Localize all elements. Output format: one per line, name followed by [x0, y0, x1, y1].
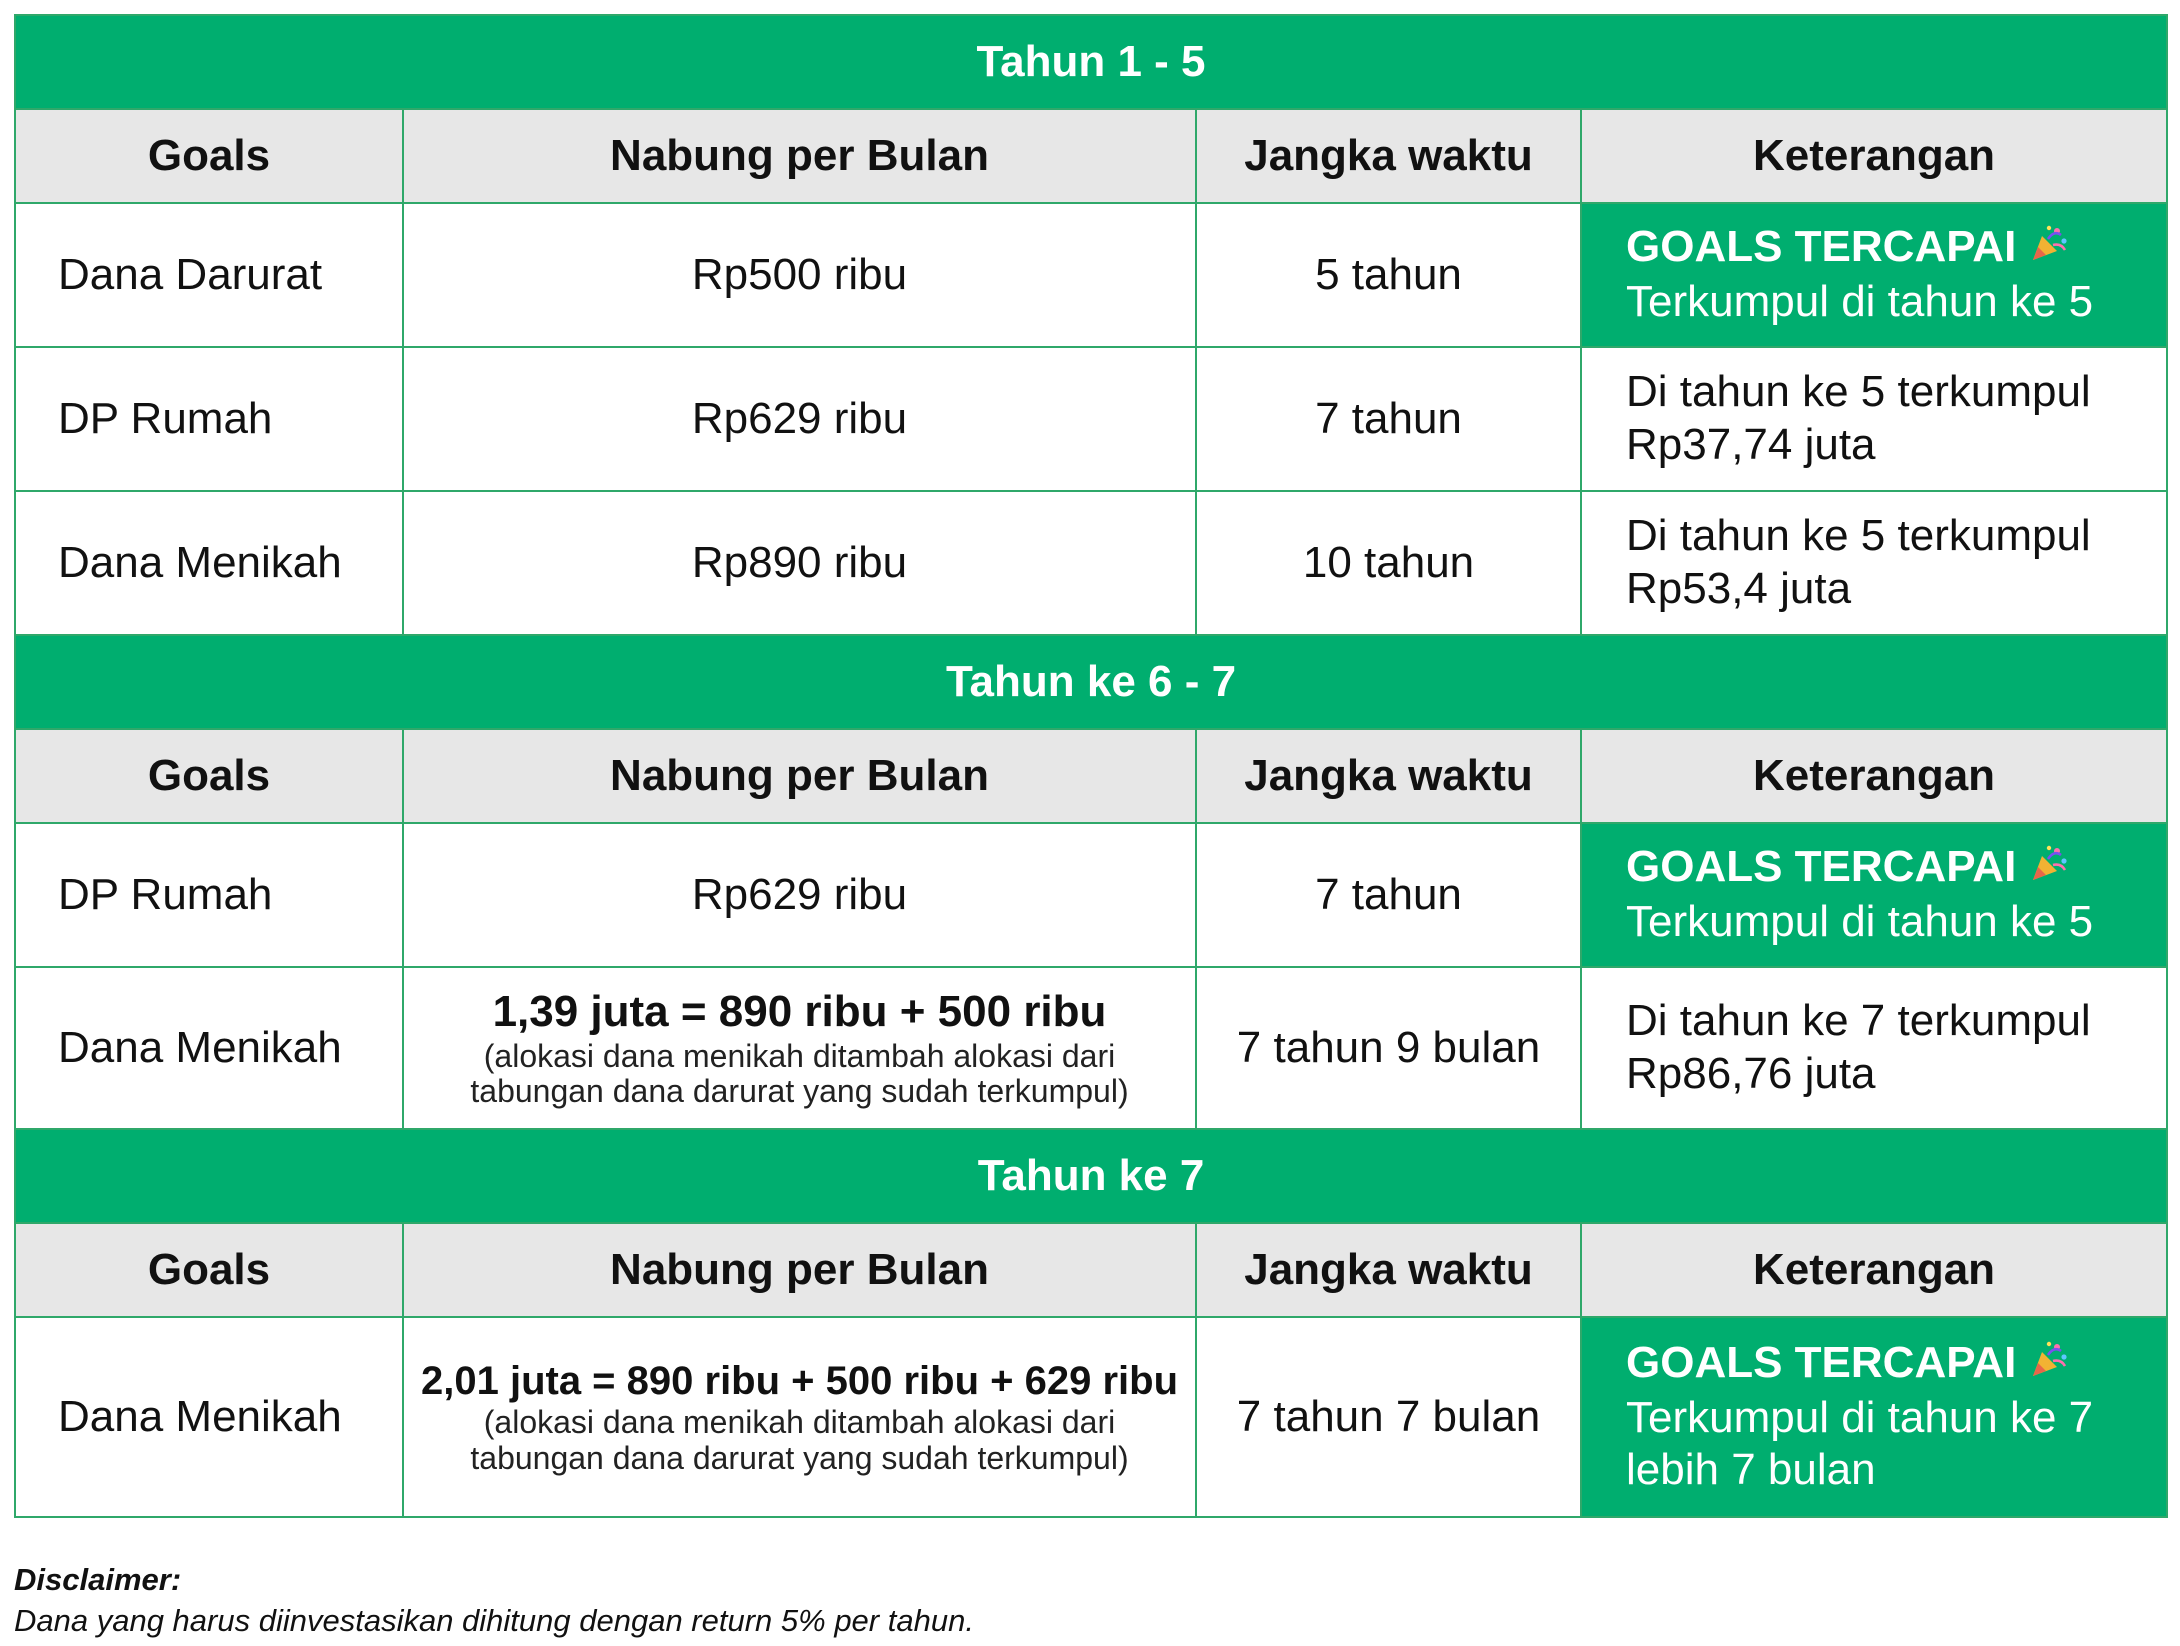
party-popper-icon: [2030, 843, 2070, 896]
goals-table: [14, 14, 2168, 1518]
section-title: Tahun ke 6 - 7: [15, 635, 2167, 729]
nabung-note-line: tabungan dana darurat yang sudah terkumpul): [470, 1440, 1129, 1476]
nabung-note-line: tabungan dana darurat yang sudah terkumpul): [470, 1073, 1129, 1110]
table-row: [15, 347, 2167, 491]
nabung-cell: [403, 967, 1196, 1129]
column-header-row: [15, 109, 2167, 203]
nabung-cell: Rp500 ribu: [403, 203, 1196, 347]
nabung-cell: [403, 1317, 1196, 1517]
keterangan-text: lebih 7 bulan: [1626, 1445, 1876, 1495]
keterangan-text: Di tahun ke 7 terkumpul: [1626, 996, 2091, 1046]
column-header-keterangan: Keterangan: [1581, 109, 2167, 203]
column-header-nabung: Nabung per Bulan: [403, 1223, 1196, 1317]
goal-cell: Dana Menikah: [15, 967, 403, 1129]
goal-achieved-label: GOALS TERCAPAI: [1626, 1337, 2017, 1387]
column-header-nabung: Nabung per Bulan: [403, 729, 1196, 823]
keterangan-amount: Rp86,76 juta: [1626, 1049, 1876, 1098]
table-row: [15, 203, 2167, 347]
section-header-row: [15, 15, 2167, 109]
table-row: [15, 491, 2167, 635]
column-header-goals: Goals: [15, 109, 403, 203]
jangka-cell: 7 tahun 9 bulan: [1196, 967, 1581, 1129]
goal-cell: Dana Menikah: [15, 491, 403, 635]
jangka-cell: 7 tahun: [1196, 347, 1581, 491]
goal-cell: Dana Menikah: [15, 1317, 403, 1517]
keterangan-cell: [1581, 823, 2167, 967]
column-header-nabung: Nabung per Bulan: [403, 109, 1196, 203]
keterangan-cell: [1581, 1317, 2167, 1517]
keterangan-cell: [1581, 967, 2167, 1129]
nabung-cell: Rp629 ribu: [403, 347, 1196, 491]
nabung-note-line: (alokasi dana menikah ditambah alokasi dari: [483, 1404, 1116, 1441]
nabung-cell: Rp890 ribu: [403, 491, 1196, 635]
keterangan-amount: Rp37,74 juta: [1626, 420, 1876, 469]
column-header-keterangan: Keterangan: [1581, 1223, 2167, 1317]
disclaimer: [14, 1560, 974, 1642]
keterangan-amount: Rp53,4 juta: [1626, 564, 1852, 613]
section-title: Tahun 1 - 5: [15, 15, 2167, 109]
column-header-keterangan: Keterangan: [1581, 729, 2167, 823]
keterangan-text: Terkumpul di tahun ke 7: [1626, 1392, 2094, 1442]
jangka-cell: 10 tahun: [1196, 491, 1581, 635]
keterangan-cell: [1581, 203, 2167, 347]
jangka-cell: 7 tahun 7 bulan: [1196, 1317, 1581, 1517]
keterangan-text: Terkumpul di tahun ke 5: [1626, 896, 2094, 946]
nabung-note-line: (alokasi dana menikah ditambah alokasi dari: [483, 1037, 1116, 1074]
party-popper-icon: [2030, 1339, 2070, 1392]
goal-achieved-label: GOALS TERCAPAI: [1626, 842, 2017, 892]
goal-cell: DP Rumah: [15, 823, 403, 967]
table-row: [15, 967, 2167, 1129]
keterangan-text: Di tahun ke 5 terkumpul: [1626, 367, 2091, 417]
keterangan-cell: [1581, 491, 2167, 635]
goal-cell: Dana Darurat: [15, 203, 403, 347]
section-title: Tahun ke 7: [15, 1129, 2167, 1223]
column-header-jangka: Jangka waktu: [1196, 729, 1581, 823]
keterangan-text: Di tahun ke 5 terkumpul: [1626, 511, 2091, 561]
goal-achieved-label: GOALS TERCAPAI: [1626, 222, 2017, 272]
disclaimer-text: Dana yang harus diinvestasikan dihitung dengan return 5% per tahun.: [14, 1602, 974, 1638]
column-header-row: [15, 729, 2167, 823]
table-row: [15, 823, 2167, 967]
jangka-cell: 7 tahun: [1196, 823, 1581, 967]
table-row: [15, 1317, 2167, 1517]
column-header-goals: Goals: [15, 1223, 403, 1317]
jangka-cell: 5 tahun: [1196, 203, 1581, 347]
keterangan-text: Terkumpul di tahun ke 5: [1626, 276, 2094, 326]
nabung-formula: 1,39 juta = 890 ribu + 500 ribu: [492, 986, 1107, 1036]
column-header-goals: Goals: [15, 729, 403, 823]
column-header-jangka: Jangka waktu: [1196, 1223, 1581, 1317]
nabung-formula: 2,01 juta = 890 ribu + 500 ribu + 629 ribu: [420, 1359, 1179, 1404]
party-popper-icon: [2030, 223, 2070, 276]
goal-cell: DP Rumah: [15, 347, 403, 491]
section-header-row: [15, 1129, 2167, 1223]
keterangan-cell: [1581, 347, 2167, 491]
disclaimer-title: Disclaimer:: [14, 1562, 182, 1597]
column-header-row: [15, 1223, 2167, 1317]
section-header-row: [15, 635, 2167, 729]
nabung-cell: Rp629 ribu: [403, 823, 1196, 967]
savings-goals-document: [14, 14, 2166, 1518]
column-header-jangka: Jangka waktu: [1196, 109, 1581, 203]
